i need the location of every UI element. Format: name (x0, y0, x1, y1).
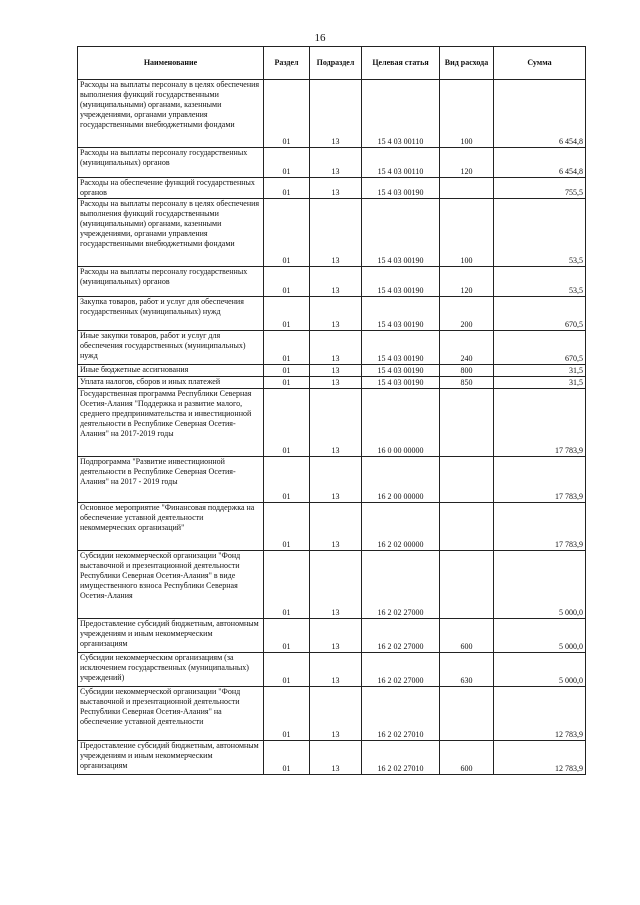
cell-section: 01 (264, 457, 310, 503)
cell-name: Субсидии некоммерческой организации "Фонд выставочной и презентационной деятельности Республики Северная Осетия-Алания" в виде имущественного взноса Республики Северная Осетия-Алания (78, 551, 264, 619)
cell-subsection: 13 (310, 199, 362, 267)
cell-name: Основное мероприятие "Финансовая поддержка на обеспечение уставной деятельности некоммерческих организаций" (78, 503, 264, 551)
header-sum: Сумма (494, 47, 586, 80)
cell-kind: 630 (440, 653, 494, 687)
cell-kind: 200 (440, 297, 494, 331)
table-row (78, 619, 586, 653)
table-row (78, 80, 586, 148)
cell-kind (440, 503, 494, 551)
cell-sum: 31,5 (494, 365, 586, 377)
cell-sum: 6 454,8 (494, 148, 586, 178)
header-kind: Вид расхода (440, 47, 494, 80)
cell-sum: 12 783,9 (494, 687, 586, 741)
cell-kind: 600 (440, 741, 494, 775)
cell-sum: 12 783,9 (494, 741, 586, 775)
cell-name: Предоставление субсидий бюджетным, автономным учреждениям и иным некоммерческим организациям (78, 741, 264, 775)
cell-subsection: 13 (310, 178, 362, 199)
header-section: Раздел (264, 47, 310, 80)
cell-section: 01 (264, 267, 310, 297)
cell-name: Уплата налогов, сборов и иных платежей (78, 377, 264, 389)
table-row (78, 551, 586, 619)
header-name: Наименование (78, 47, 264, 80)
cell-section: 01 (264, 653, 310, 687)
cell-name: Субсидии некоммерческой организации "Фонд выставочной и презентационной деятельности Республики Северная Осетия-Алания" на обеспечение уставной деятельности (78, 687, 264, 741)
cell-name: Предоставление субсидий бюджетным, автономным учреждениям и иным некоммерческим организациям (78, 619, 264, 653)
cell-name: Расходы на обеспечение функций государственных органов (78, 178, 264, 199)
cell-target: 16 2 02 00000 (362, 503, 440, 551)
cell-kind (440, 551, 494, 619)
cell-target: 16 2 02 27010 (362, 687, 440, 741)
cell-section: 01 (264, 148, 310, 178)
cell-sum: 17 783,9 (494, 457, 586, 503)
cell-name: Расходы на выплаты персоналу государственных (муниципальных) органов (78, 148, 264, 178)
table-row (78, 148, 586, 178)
table-row (78, 199, 586, 267)
cell-section: 01 (264, 619, 310, 653)
cell-subsection: 13 (310, 653, 362, 687)
cell-section: 01 (264, 331, 310, 365)
cell-section: 01 (264, 80, 310, 148)
table-row (78, 741, 586, 775)
cell-name: Расходы на выплаты персоналу в целях обеспечения выполнения функций государственными (муниципальными) органами, казенными учреждениями, органами управления государственными внебюджетными фондами (78, 80, 264, 148)
budget-table (77, 46, 586, 775)
cell-section: 01 (264, 178, 310, 199)
cell-target: 15 4 03 00190 (362, 267, 440, 297)
table-row (78, 687, 586, 741)
cell-name: Государственная программа Республики Северная Осетия-Алания "Поддержка и развитие малого, среднего предпринимательства и инвестиционной деятельности в Республике Северная Осетия-Алания" на 2017-2019 годы (78, 389, 264, 457)
cell-sum: 17 783,9 (494, 389, 586, 457)
table-row (78, 653, 586, 687)
cell-target: 16 2 02 27000 (362, 653, 440, 687)
cell-target: 15 4 03 00190 (362, 377, 440, 389)
cell-target: 15 4 03 00190 (362, 331, 440, 365)
cell-kind (440, 178, 494, 199)
cell-kind: 120 (440, 148, 494, 178)
cell-subsection: 13 (310, 551, 362, 619)
cell-target: 15 4 03 00190 (362, 297, 440, 331)
cell-subsection: 13 (310, 389, 362, 457)
cell-name: Закупка товаров, работ и услуг для обеспечения государственных (муниципальных) нужд (78, 297, 264, 331)
cell-section: 01 (264, 297, 310, 331)
cell-name: Расходы на выплаты персоналу в целях обеспечения выполнения функций государственными (муниципальными) органами, казенными учреждениями, органами управления государственными внебюджетными фондами (78, 199, 264, 267)
cell-subsection: 13 (310, 297, 362, 331)
table-row (78, 503, 586, 551)
cell-kind (440, 687, 494, 741)
cell-name: Иные закупки товаров, работ и услуг для обеспечения государственных (муниципальных) нужд (78, 331, 264, 365)
cell-target: 16 0 00 00000 (362, 389, 440, 457)
table-row (78, 178, 586, 199)
cell-target: 16 2 02 27000 (362, 551, 440, 619)
table-row (78, 331, 586, 365)
cell-section: 01 (264, 199, 310, 267)
cell-sum: 53,5 (494, 267, 586, 297)
table-row (78, 389, 586, 457)
header-target: Целевая статья (362, 47, 440, 80)
cell-sum: 670,5 (494, 297, 586, 331)
cell-name: Подпрограмма "Развитие инвестиционной деятельности в Республике Северная Осетия-Алания" на 2017 - 2019 годы (78, 457, 264, 503)
cell-target: 15 4 03 00190 (362, 365, 440, 377)
cell-name: Субсидии некоммерческим организациям (за исключением государственных (муниципальных) учреждений) (78, 653, 264, 687)
cell-sum: 17 783,9 (494, 503, 586, 551)
cell-target: 15 4 03 00190 (362, 178, 440, 199)
cell-section: 01 (264, 389, 310, 457)
cell-sum: 5 000,0 (494, 653, 586, 687)
cell-section: 01 (264, 365, 310, 377)
cell-kind: 800 (440, 365, 494, 377)
table-row (78, 297, 586, 331)
cell-sum: 5 000,0 (494, 551, 586, 619)
cell-subsection: 13 (310, 687, 362, 741)
cell-section: 01 (264, 687, 310, 741)
cell-kind: 850 (440, 377, 494, 389)
page-number: 16 (314, 32, 326, 44)
cell-subsection: 13 (310, 331, 362, 365)
cell-sum: 31,5 (494, 377, 586, 389)
cell-kind: 240 (440, 331, 494, 365)
table-header-row (78, 47, 586, 80)
cell-sum: 6 454,8 (494, 80, 586, 148)
cell-section: 01 (264, 741, 310, 775)
cell-subsection: 13 (310, 457, 362, 503)
table-row (78, 267, 586, 297)
cell-sum: 670,5 (494, 331, 586, 365)
cell-sum: 5 000,0 (494, 619, 586, 653)
cell-subsection: 13 (310, 503, 362, 551)
cell-section: 01 (264, 551, 310, 619)
cell-sum: 53,5 (494, 199, 586, 267)
cell-kind (440, 389, 494, 457)
cell-subsection: 13 (310, 377, 362, 389)
cell-subsection: 13 (310, 267, 362, 297)
table-row (78, 365, 586, 377)
cell-subsection: 13 (310, 365, 362, 377)
cell-name: Иные бюджетные ассигнования (78, 365, 264, 377)
cell-subsection: 13 (310, 80, 362, 148)
cell-kind: 100 (440, 199, 494, 267)
cell-target: 15 4 03 00190 (362, 199, 440, 267)
cell-target: 15 4 03 00110 (362, 148, 440, 178)
cell-target: 16 2 02 27010 (362, 741, 440, 775)
table-row (78, 457, 586, 503)
cell-subsection: 13 (310, 619, 362, 653)
cell-subsection: 13 (310, 741, 362, 775)
cell-target: 16 2 00 00000 (362, 457, 440, 503)
cell-kind: 100 (440, 80, 494, 148)
cell-subsection: 13 (310, 148, 362, 178)
cell-kind (440, 457, 494, 503)
cell-section: 01 (264, 377, 310, 389)
cell-target: 15 4 03 00110 (362, 80, 440, 148)
header-subsection: Подраздел (310, 47, 362, 80)
table-row (78, 377, 586, 389)
cell-target: 16 2 02 27000 (362, 619, 440, 653)
cell-sum: 755,5 (494, 178, 586, 199)
cell-kind: 120 (440, 267, 494, 297)
cell-name: Расходы на выплаты персоналу государственных (муниципальных) органов (78, 267, 264, 297)
cell-section: 01 (264, 503, 310, 551)
cell-kind: 600 (440, 619, 494, 653)
